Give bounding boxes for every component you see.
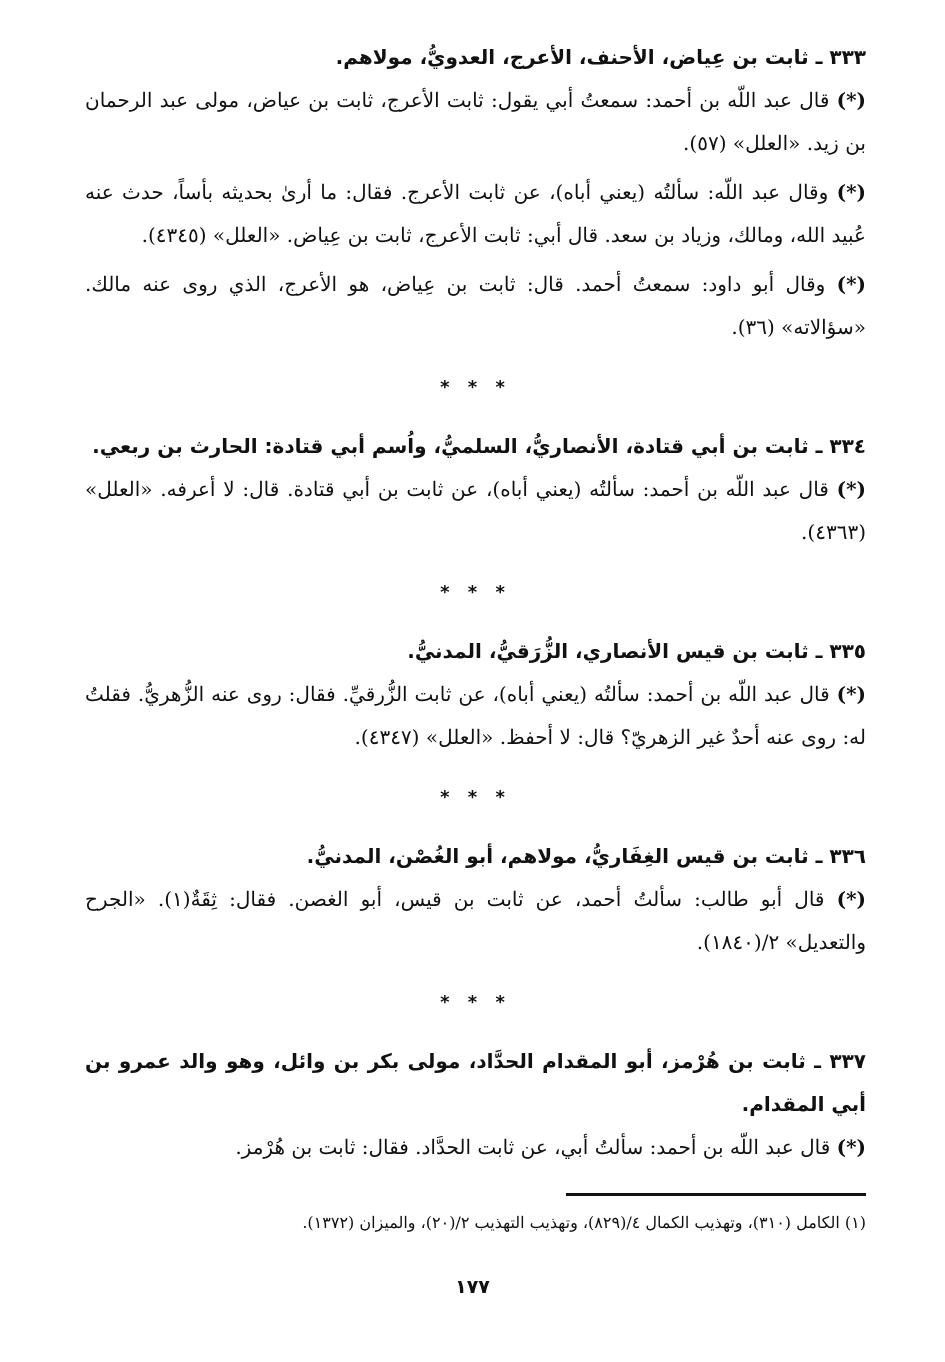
bullet-mark: (*) (836, 272, 867, 296)
paragraph-text: وقال أبو داود: سمعتُ أحمد. قال: ثابت بن عِياض، هو الأعرج، الذي روى عنه مالك. «سؤالاته» (٣٦). (85, 272, 866, 339)
entry-heading: ٣٣٣ ـ ثابت بن عِياض، الأحنف، الأعرج، العدويُّ، مولاهم. (335, 45, 866, 69)
entry-333 (85, 36, 866, 349)
entry-337 (85, 1040, 866, 1169)
entry-paragraph (85, 468, 866, 554)
entry-heading: ٣٣٦ ـ ثابت بن قيس الغِفَاريُّ، مولاهم، أبو الغُصْن، المدنيُّ. (306, 844, 866, 868)
entry-paragraph (85, 171, 866, 257)
bullet-mark: (*) (836, 180, 867, 204)
page-body (85, 36, 866, 1175)
entry-paragraph (85, 263, 866, 349)
entry-paragraph (85, 673, 866, 759)
paragraph-text: وقال عبد اللّه: سألتُه (يعني أباه)، عن ثابت الأعرج. فقال: ما أرىٰ بحديثه بأساً، حدث عنه عُبيد الله، ومالك، وزياد بن سعد. قال أبي: ثابت الأعرج، ثابت بن عِياض. «العلل» (٤٣٤٥). (85, 180, 866, 247)
section-separator: * * * (440, 582, 511, 603)
bullet-mark: (*) (836, 682, 866, 706)
entry-heading: ٣٣٤ ـ ثابت بن أبي قتادة، الأنصاريُّ، السلميُّ، واُسم أبي قتادة: الحارث بن ربعي. (92, 434, 866, 458)
bullet-mark: (*) (836, 887, 866, 911)
entry-336 (85, 835, 866, 964)
entry-paragraph (85, 878, 866, 964)
section-separator: * * * (440, 992, 511, 1013)
entry-heading: ٣٣٧ ـ ثابت بن هُرْمز، أبو المقدام الحدَّاد، مولى بكر بن وائل، وهو والد عمرو بن أبي المقدام. (85, 1049, 866, 1116)
bullet-mark: (*) (836, 88, 867, 112)
entry-paragraph (85, 79, 866, 165)
paragraph-text: قال عبد اللّه بن أحمد: سألتُ أبي، عن ثابت الحدَّاد. فقال: ثابت بن هُرْمز. (235, 1135, 831, 1159)
footnote: (١) الكامل (٣١٠)، وتهذيب الكمال ٤/(٨٢٩)، وتهذيب التهذيب ٢/(٢٠)، والميزان (١٣٧٢). (302, 1213, 866, 1232)
section-separator: * * * (440, 377, 511, 398)
paragraph-text: قال أبو طالب: سألتُ أحمد، عن ثابت بن قيس، أبو الغصن. فقال: ثِقَةٌ(١). «الجرح والتعديل» ٢/(١٨٤٠). (85, 887, 866, 954)
paragraph-text: قال عبد اللّه بن أحمد: سألتُه (يعني أباه)، عن ثابت بن أبي قتادة. قال: لا أعرفه. «العلل» (٤٣٦٣). (85, 477, 866, 544)
paragraph-text: قال عبد اللّه بن أحمد: سألتُه (يعني أباه)، عن ثابت الزُّرقيِّ. فقال: روى عنه الزُّهريُّ. فقلتُ له: روى عنه أحدٌ غير الزهريّ؟ قال: لا أحفظ. «العلل» (٤٣٤٧). (85, 682, 866, 749)
entry-335 (85, 630, 866, 759)
footnote-divider (566, 1193, 866, 1196)
paragraph-text: قال عبد اللّه بن أحمد: سمعتُ أبي يقول: ثابت الأعرج، ثابت بن عياض، مولى عبد الرحمان بن زيد. «العلل» (٥٧). (85, 88, 866, 155)
page-number: ١٧٧ (455, 1276, 490, 1298)
entry-paragraph (85, 1126, 866, 1169)
entry-heading: ٣٣٥ ـ ثابت بن قيس الأنصاري، الزُّرَقيُّ، المدنيُّ. (407, 639, 866, 663)
bullet-mark: (*) (836, 1135, 866, 1159)
entry-334 (85, 425, 866, 554)
section-separator: * * * (440, 787, 511, 808)
bullet-mark: (*) (836, 477, 866, 501)
